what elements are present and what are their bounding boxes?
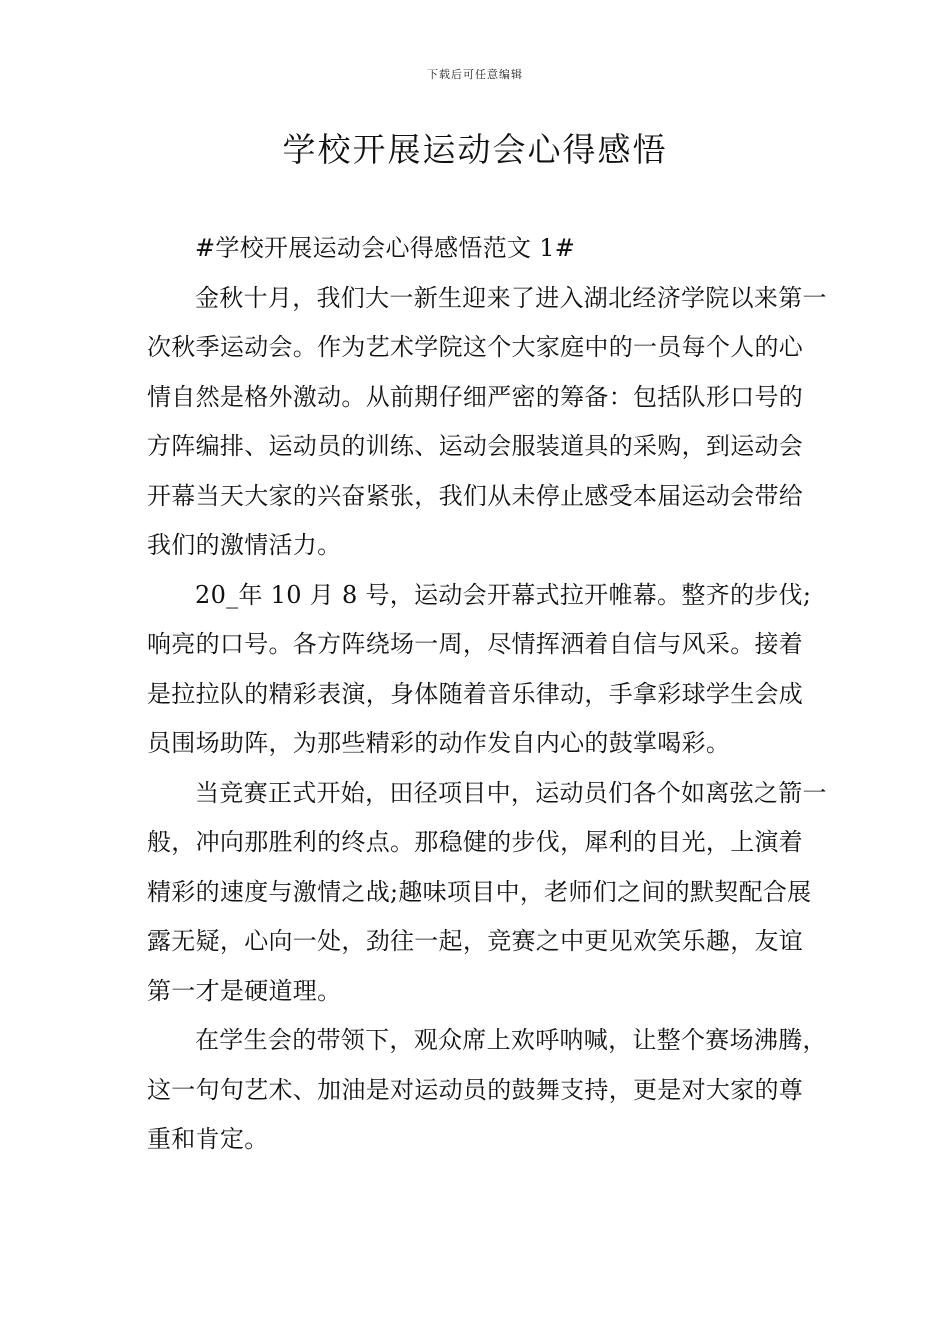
paragraph-4: 在学生会的带领下，观众席上欢呼呐喊，让整个赛场沸腾，这一句句艺术、加油是对运动员的鼓舞支持，更是对大家的尊重和肯定。 [147, 1026, 827, 1153]
header-note: 下载后可任意编辑 [427, 68, 523, 81]
paragraph-1: 金秋十月，我们大一新生迎来了进入湖北经济学院以来第一次秋季运动会。作为艺术学院这个大家庭中的一员每个人的心情自然是格外激动。从前期仔细严密的筹备：包括队形口号的方阵编排、运动员的训练、运动会服装道具的采购，到运动会开幕当天大家的兴奋紧张，我们从未停止感受本届运动会带给我们的激情活力。 [147, 283, 827, 559]
document-body [147, 224, 827, 1165]
paragraph-3: 当竞赛正式开始，田径项目中，运动员们各个如离弦之箭一般，冲向那胜利的终点。那稳健的步伐，犀利的目光，上演着精彩的速度与激情之战;趣味项目中，老师们之间的默契配合展露无疑，心向一处，劲往一起，竞赛之中更见欢笑乐趣，友谊第一才是硬道理。 [147, 778, 827, 1005]
section-heading: #学校开展运动会心得感悟范文 1# [195, 234, 576, 262]
document-title: 学校开展运动会心得感悟 [282, 130, 668, 169]
paragraph-2: 20_年 10 月 8 号，运动会开幕式拉开帷幕。整齐的步伐;响亮的口号。各方阵绕场一周，尽情挥洒着自信与风采。接着是拉拉队的精彩表演，身体随着音乐律动，手拿彩球学生会成员围场助阵，为那些精彩的动作发自内心的鼓掌喝彩。 [147, 580, 812, 757]
